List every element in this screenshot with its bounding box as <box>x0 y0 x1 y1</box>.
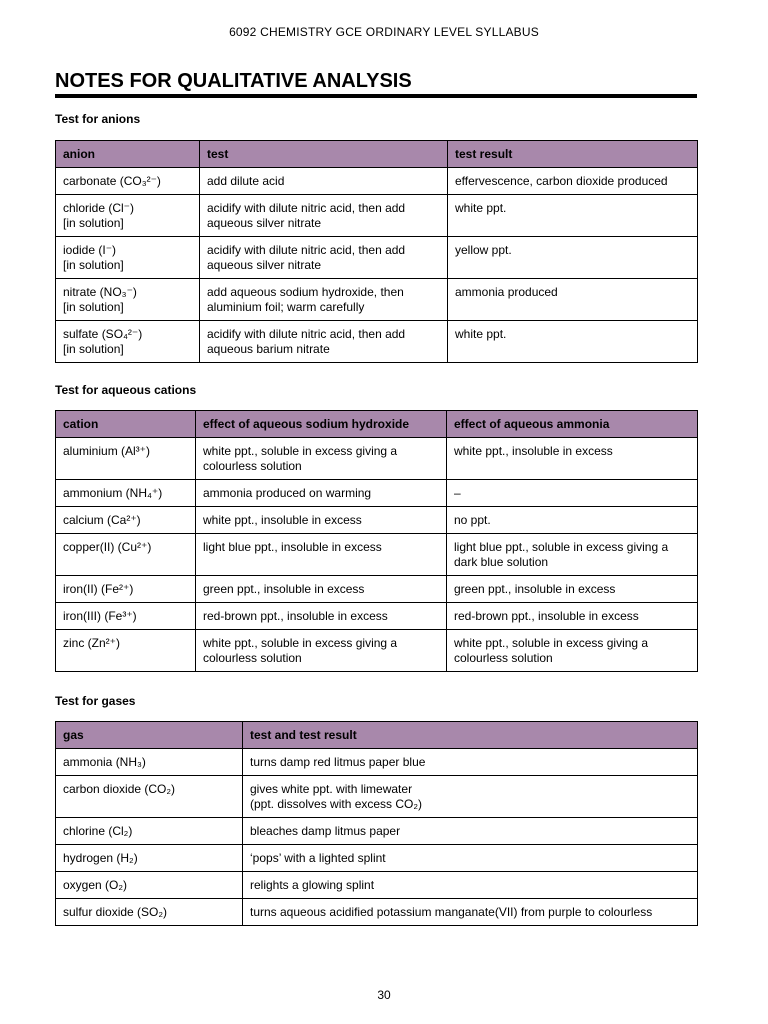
cell-text: add dilute acid <box>207 174 285 188</box>
table-row <box>56 603 698 630</box>
cell-text: aluminium (Al³⁺) <box>63 444 151 458</box>
cell-text: copper(II) (Cu²⁺) <box>63 540 152 554</box>
table-row <box>56 845 698 872</box>
cell-text: white ppt. <box>455 201 507 215</box>
cations-table <box>55 410 698 672</box>
cell-text: carbon dioxide (CO₂) <box>63 782 176 796</box>
table-cell <box>448 237 698 279</box>
table-cell <box>56 630 196 672</box>
cell-text: [in solution] <box>63 258 124 272</box>
cell-text: ammonia (NH₃) <box>63 755 146 769</box>
cell-text: white ppt., soluble in excess giving a <box>203 444 398 458</box>
table-cell <box>447 603 698 630</box>
cell-text: (ppt. dissolves with excess CO₂) <box>250 797 423 811</box>
cell-text: iodide (I⁻) <box>63 243 117 257</box>
table-cell <box>56 845 243 872</box>
table-cell <box>56 872 243 899</box>
table-header-row <box>56 141 698 168</box>
table-cell <box>56 818 243 845</box>
column-header: anion <box>56 141 200 168</box>
cell-text: turns aqueous acidified potassium manganate(VII) from purple to colourless <box>250 905 653 919</box>
column-header: test result <box>448 141 698 168</box>
column-header: effect of aqueous ammonia <box>447 411 698 438</box>
cell-text: gives white ppt. with limewater <box>250 782 413 796</box>
cell-text: aluminium foil; warm carefully <box>207 300 365 314</box>
cell-text: acidify with dilute nitric acid, then add <box>207 327 406 341</box>
cell-text: [in solution] <box>63 216 124 230</box>
cell-text: white ppt., soluble in excess giving a <box>203 636 398 650</box>
cell-text: acidify with dilute nitric acid, then add <box>207 243 406 257</box>
table-cell <box>56 603 196 630</box>
cell-text: colourless solution <box>203 459 302 473</box>
cell-text: calcium (Ca²⁺) <box>63 513 141 527</box>
cell-text: light blue ppt., soluble in excess giving a <box>454 540 669 554</box>
table-cell <box>447 576 698 603</box>
cell-text: nitrate (NO₃⁻) <box>63 285 137 299</box>
table-cell <box>56 438 196 480</box>
table-cell <box>243 749 698 776</box>
cell-text: light blue ppt., insoluble in excess <box>203 540 382 554</box>
table-cell <box>196 480 447 507</box>
table-header-row <box>56 722 698 749</box>
table-cell <box>196 438 447 480</box>
column-header: test and test result <box>243 722 698 749</box>
cell-text: iron(III) (Fe³⁺) <box>63 609 137 623</box>
table-row <box>56 749 698 776</box>
table-cell <box>448 168 698 195</box>
cell-text: [in solution] <box>63 342 124 356</box>
table-cell <box>448 195 698 237</box>
table-cell <box>196 507 447 534</box>
cell-text: aqueous silver nitrate <box>207 216 322 230</box>
gases-heading: Test for gases <box>55 694 136 708</box>
cell-text: ammonia produced on warming <box>203 486 372 500</box>
cell-text: [in solution] <box>63 300 124 314</box>
cell-text: carbonate (CO₃²⁻) <box>63 174 161 188</box>
cell-text: ammonia produced <box>455 285 558 299</box>
cell-text: sulfur dioxide (SO₂) <box>63 905 168 919</box>
anions-heading: Test for anions <box>55 112 141 126</box>
cell-text: colourless solution <box>454 651 553 665</box>
cell-text: colourless solution <box>203 651 302 665</box>
table-cell <box>200 279 448 321</box>
anions-table <box>55 140 698 363</box>
table-cell <box>243 818 698 845</box>
cell-text: chlorine (Cl₂) <box>63 824 133 838</box>
table-cell <box>200 168 448 195</box>
table-cell <box>243 776 698 818</box>
column-header: cation <box>56 411 196 438</box>
cell-text: green ppt., insoluble in excess <box>203 582 365 596</box>
table-cell <box>196 603 447 630</box>
table-cell <box>196 630 447 672</box>
document-header: 6092 CHEMISTRY GCE ORDINARY LEVEL SYLLABUS <box>229 25 539 39</box>
gases-rows <box>56 749 698 926</box>
cell-text: white ppt., insoluble in excess <box>203 513 362 527</box>
cell-text: white ppt. <box>455 327 507 341</box>
cell-text: hydrogen (H₂) <box>63 851 138 865</box>
table-row <box>56 279 698 321</box>
table-cell <box>56 480 196 507</box>
table-cell <box>200 321 448 363</box>
table-cell <box>196 576 447 603</box>
table-cell <box>243 899 698 926</box>
column-header: gas <box>56 722 243 749</box>
table-cell <box>56 237 200 279</box>
cell-text: aqueous barium nitrate <box>207 342 330 356</box>
cell-text: oxygen (O₂) <box>63 878 128 892</box>
table-cell <box>447 480 698 507</box>
cell-text: chloride (Cl⁻) <box>63 201 135 215</box>
gases-table <box>55 721 698 926</box>
cell-text: aqueous silver nitrate <box>207 258 322 272</box>
table-cell <box>56 507 196 534</box>
table-cell <box>243 872 698 899</box>
table-cell <box>448 279 698 321</box>
table-cell <box>243 845 698 872</box>
table-row <box>56 321 698 363</box>
table-cell <box>196 534 447 576</box>
table-row <box>56 899 698 926</box>
table-cell <box>447 534 698 576</box>
table-cell <box>447 630 698 672</box>
page-number: 30 <box>377 988 391 1002</box>
table-row <box>56 534 698 576</box>
table-cell <box>56 321 200 363</box>
cell-text: – <box>454 486 461 500</box>
cell-text: sulfate (SO₄²⁻) <box>63 327 143 341</box>
cations-heading: Test for aqueous cations <box>55 383 197 397</box>
table-row <box>56 818 698 845</box>
table-row <box>56 168 698 195</box>
table-row <box>56 576 698 603</box>
column-header: effect of aqueous sodium hydroxide <box>196 411 447 438</box>
cell-text: iron(II) (Fe²⁺) <box>63 582 134 596</box>
cell-text: green ppt., insoluble in excess <box>454 582 616 596</box>
table-cell <box>56 534 196 576</box>
cell-text: add aqueous sodium hydroxide, then <box>207 285 404 299</box>
table-cell <box>56 195 200 237</box>
cell-text: white ppt., soluble in excess giving a <box>454 636 649 650</box>
table-row <box>56 872 698 899</box>
cell-text: effervescence, carbon dioxide produced <box>455 174 668 188</box>
cell-text: bleaches damp litmus paper <box>250 824 401 838</box>
table-row <box>56 438 698 480</box>
cell-text: ammonium (NH₄⁺) <box>63 486 163 500</box>
table-cell <box>56 279 200 321</box>
table-cell <box>56 749 243 776</box>
column-header: test <box>200 141 448 168</box>
page-title: NOTES FOR QUALITATIVE ANALYSIS <box>55 70 697 98</box>
cell-text: no ppt. <box>454 513 491 527</box>
table-cell <box>56 576 196 603</box>
cell-text: red-brown ppt., insoluble in excess <box>203 609 388 623</box>
cations-rows <box>56 438 698 672</box>
cell-text: turns damp red litmus paper blue <box>250 755 426 769</box>
table-cell <box>56 168 200 195</box>
table-cell <box>448 321 698 363</box>
table-cell <box>200 195 448 237</box>
cell-text: acidify with dilute nitric acid, then add <box>207 201 406 215</box>
cell-text: zinc (Zn²⁺) <box>63 636 120 650</box>
cell-text: red-brown ppt., insoluble in excess <box>454 609 639 623</box>
table-cell <box>56 899 243 926</box>
table-row <box>56 195 698 237</box>
cell-text: yellow ppt. <box>455 243 512 257</box>
table-cell <box>56 776 243 818</box>
cell-text: dark blue solution <box>454 555 549 569</box>
table-row <box>56 776 698 818</box>
anions-rows <box>56 168 698 363</box>
table-cell <box>447 438 698 480</box>
cell-text: ‘pops’ with a lighted splint <box>250 851 386 865</box>
table-row <box>56 480 698 507</box>
table-row <box>56 237 698 279</box>
cell-text: relights a glowing splint <box>250 878 375 892</box>
table-row <box>56 630 698 672</box>
table-cell <box>200 237 448 279</box>
cell-text: white ppt., insoluble in excess <box>454 444 613 458</box>
table-header-row <box>56 411 698 438</box>
table-cell <box>447 507 698 534</box>
table-row <box>56 507 698 534</box>
